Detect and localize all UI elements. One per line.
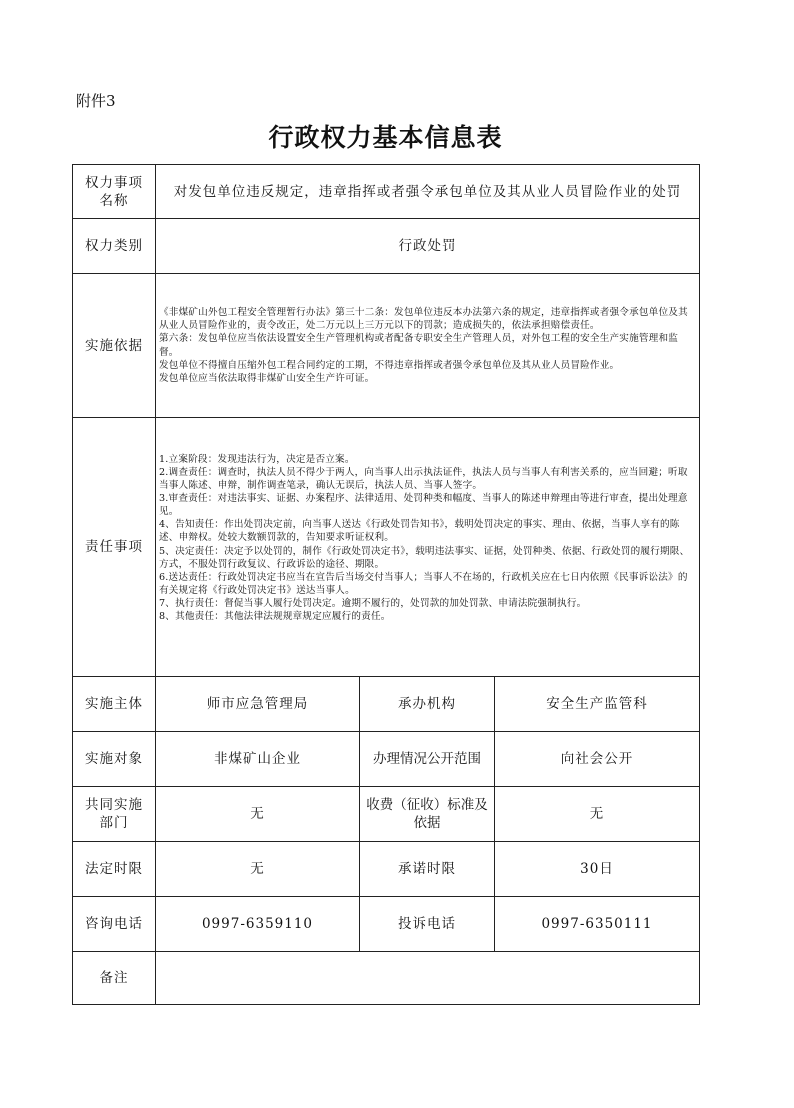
value-basis — [156, 274, 700, 418]
row-subject — [73, 677, 700, 732]
label-joint-dept: 共同实施部门 — [73, 787, 156, 842]
row-basis — [73, 274, 700, 418]
row-category — [73, 219, 700, 274]
label-remark: 备注 — [73, 952, 156, 1005]
basis-paragraph: 第六条：发包单位应当依法设置安全生产管理机构或者配备专职安全生产管理人员，对外包工程的安全生产实施管理和监督。 — [159, 333, 679, 358]
info-table — [72, 164, 700, 1005]
responsibility-item: 3.审查责任：对违法事实、证据、办案程序、法律适用、处罚种类和幅度、当事人的陈述申辩理由等进行审查，提出处理意见。 — [159, 493, 688, 518]
attachment-label: 附件3 — [76, 92, 116, 110]
label-promised-time: 承诺时限 — [360, 842, 495, 897]
value-complaint-phone: 0997-6350111 — [495, 897, 700, 952]
value-consult-phone: 0997-6359110 — [156, 897, 360, 952]
value-category: 行政处罚 — [156, 219, 700, 274]
responsibility-item: 5、决定责任：决定予以处罚的，制作《行政处罚决定书》，载明违法事实、证据，处罚种类、依据、行政处罚的履行期限、方式，不服处罚行政复议、行政诉讼的途径、期限。 — [159, 545, 690, 570]
basis-paragraph: 发包单位应当依法取得非煤矿山安全生产许可证。 — [159, 372, 375, 384]
row-phone — [73, 897, 700, 952]
responsibility-item: 2.调查责任：调查时，执法人员不得少于两人，向当事人出示执法证件，执法人员与当事人有利害关系的，应当回避；听取当事人陈述、申辩，制作调查笔录，确认无误后，执法人员、当事人签字。 — [159, 466, 688, 492]
label-handling-org: 承办机构 — [360, 677, 495, 732]
label-fee-standard: 收费（征收）标准及依据 — [360, 787, 495, 842]
value-legal-time: 无 — [156, 842, 360, 897]
value-promised-time: 30日 — [495, 842, 700, 897]
value-object: 非煤矿山企业 — [156, 732, 360, 787]
basis-paragraph: 发包单位不得擅自压缩外包工程合同约定的工期，不得违章指挥或者强令承包单位及其从业人员冒险作业。 — [159, 359, 620, 371]
label-power-name: 权力事项名称 — [73, 165, 156, 219]
value-subject: 师市应急管理局 — [156, 677, 360, 732]
value-handling-org: 安全生产监管科 — [495, 677, 700, 732]
label-responsibility: 责任事项 — [73, 418, 156, 677]
value-responsibility — [156, 418, 700, 677]
basis-paragraph: 《非煤矿山外包工程安全管理暂行办法》第三十二条：发包单位违反本办法第六条的规定，违章指挥或者强令承包单位及其从业人员冒险作业的，责令改正，处二万元以上三万元以下的罚款；造成损失的，依法承担赔偿责任。 — [159, 307, 688, 332]
label-complaint-phone: 投诉电话 — [360, 897, 495, 952]
value-joint-dept: 无 — [156, 787, 360, 842]
responsibility-item: 6.送达责任：行政处罚决定书应当在宣告后当场交付当事人；当事人不在场的，行政机关应在七日内依照《民事诉讼法》的有关规定将《行政处罚决定书》送达当事人。 — [159, 571, 688, 596]
responsibility-item: 4、告知责任：作出处罚决定前，向当事人送达《行政处罚告知书》，载明处罚决定的事实、理由、依据，当事人享有的陈述、申辩权。处较大数额罚款的，告知要求听证权利。 — [159, 519, 680, 544]
page-title: 行政权力基本信息表 — [268, 123, 503, 152]
responsibility-item: 8、其他责任：其他法律法规规章规定应履行的责任。 — [159, 611, 391, 623]
value-fee-standard: 无 — [495, 787, 700, 842]
label-disclosure-scope: 办理情况公开范围 — [360, 732, 495, 787]
label-object: 实施对象 — [73, 732, 156, 787]
responsibility-item: 1.立案阶段：发现违法行为，决定是否立案。 — [159, 453, 355, 465]
responsibility-spacer — [159, 623, 696, 641]
row-timelimit — [73, 842, 700, 897]
value-power-name: 对发包单位违反规定，违章指挥或者强令承包单位及其从业人员冒险作业的处罚 — [156, 165, 700, 219]
row-power-name — [73, 165, 700, 219]
responsibility-item: 7、执行责任：督促当事人履行处罚决定。逾期不履行的，处罚款的加处罚款、申请法院强制执行。 — [159, 597, 587, 609]
value-remark — [156, 952, 700, 1005]
row-joint — [73, 787, 700, 842]
row-remark — [73, 952, 700, 1005]
label-basis: 实施依据 — [73, 274, 156, 418]
label-category: 权力类别 — [73, 219, 156, 274]
label-subject: 实施主体 — [73, 677, 156, 732]
label-consult-phone: 咨询电话 — [73, 897, 156, 952]
label-legal-time: 法定时限 — [73, 842, 156, 897]
row-object — [73, 732, 700, 787]
value-disclosure-scope: 向社会公开 — [495, 732, 700, 787]
row-responsibility — [73, 418, 700, 677]
